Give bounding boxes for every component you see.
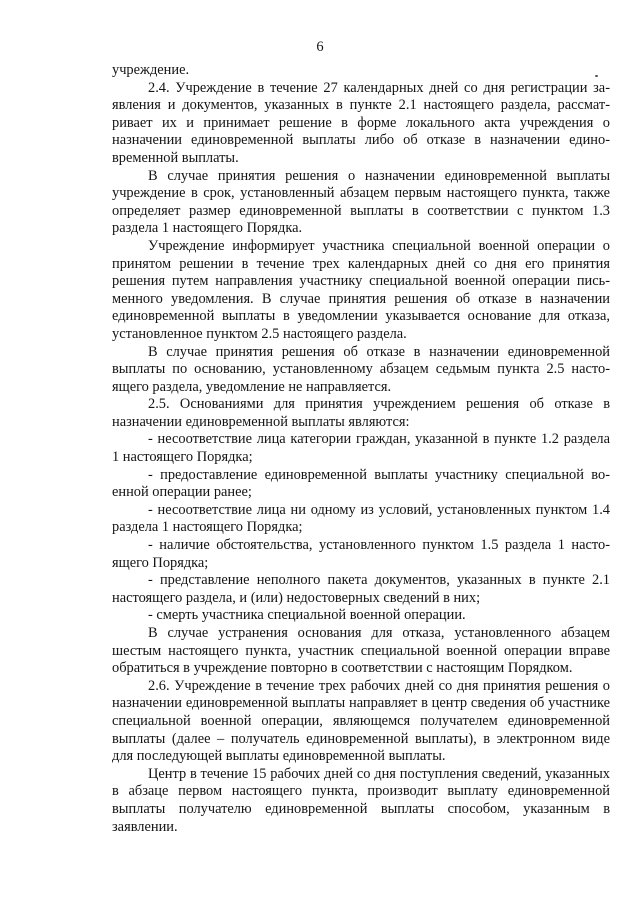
paragraph-2-4-notification: Учреждение информирует участника специальной военной операции о принятом решении в течение трех календарных дней со дня его принятия решения путем направления участнику специальной военной операции письменного уведомления. В случае принятия решения об отказе в назначении единовременной выплаты в уведомлении указывается основание для отказа, установленное пунктом 2.5 настоящего раздела.	[112, 237, 610, 342]
list-item: - предоставление единовременной выплаты участнику специальной военной операции ранее;	[112, 466, 610, 501]
paragraph-2-4-no-notice: В случае принятия решения об отказе в назначении единовременной выплаты по основанию, установленному абзацем седьмым пункта 2.5 настоящего раздела, уведомление не направляется.	[112, 343, 610, 395]
paragraph-2-6-payment: Центр в течение 15 рабочих дней со дня поступления сведений, указанных в абзаце первом настоящего пункта, производит выплату единовременной выплаты получателю единовременной выплаты способом, указанным в заявлении.	[112, 765, 610, 835]
list-item: - смерть участника специальной военной операции.	[148, 607, 466, 624]
list-item: - несоответствие лица категории граждан, указанной в пункте 1.2 раздела 1 настоящего Порядка;	[112, 431, 610, 466]
list-item: - несоответствие лица ни одному из условий, установленных пунктом 1.4 раздела 1 настоящего Порядка;	[112, 501, 610, 536]
paragraph-continuation: учреждение.	[112, 62, 190, 78]
list-item: - представление неполного пакета документов, указанных в пункте 2.1 настоящего раздела, и (или) недостоверных сведений в них;	[112, 572, 610, 606]
list-item: - наличие обстоятельства, установленного пунктом 1.5 раздела 1 настоящего Порядка;	[112, 537, 610, 571]
document-body	[112, 62, 610, 836]
paragraph-2-5: 2.5. Основаниями для принятия учреждением решения об отказе в назначении единовременной выплаты являются:	[112, 396, 610, 430]
paragraph-2-4: 2.4. Учреждение в течение 27 календарных дней со дня регистрации заявления и документов, указанных в пункте 2.1 настоящего раздела, рассматривает их и принимает решение в форме локального акта учреждения о назначении единовременной выплаты либо об отказе в назначении единовременной выплаты.	[112, 79, 610, 166]
paragraph-2-5-repeat: В случае устранения основания для отказа, установленного абзацем шестым настоящего пункта, участник специальной военной операции вправе обратиться в учреждение повторно в соответствии с настоящим Порядком.	[112, 625, 610, 677]
page-number: 6	[316, 39, 324, 55]
paragraph-2-6: 2.6. Учреждение в течение трех рабочих дней со дня принятия решения о назначении единовременной выплаты направляет в центр сведения об участнике специальной военной операции, являющемся получателем единовременной выплаты (далее – получатель единовременной выплаты), в электронном виде для последующей выплаты единовременной выплаты.	[112, 677, 610, 765]
paragraph-2-4-decision: В случае принятия решения о назначении единовременной выплаты учреждение в срок, установленный абзацем первым настоящего пункта, также определяет размер единовременной выплаты в соответствии с пунктом 1.3 раздела 1 настоящего Порядка.	[112, 167, 610, 237]
